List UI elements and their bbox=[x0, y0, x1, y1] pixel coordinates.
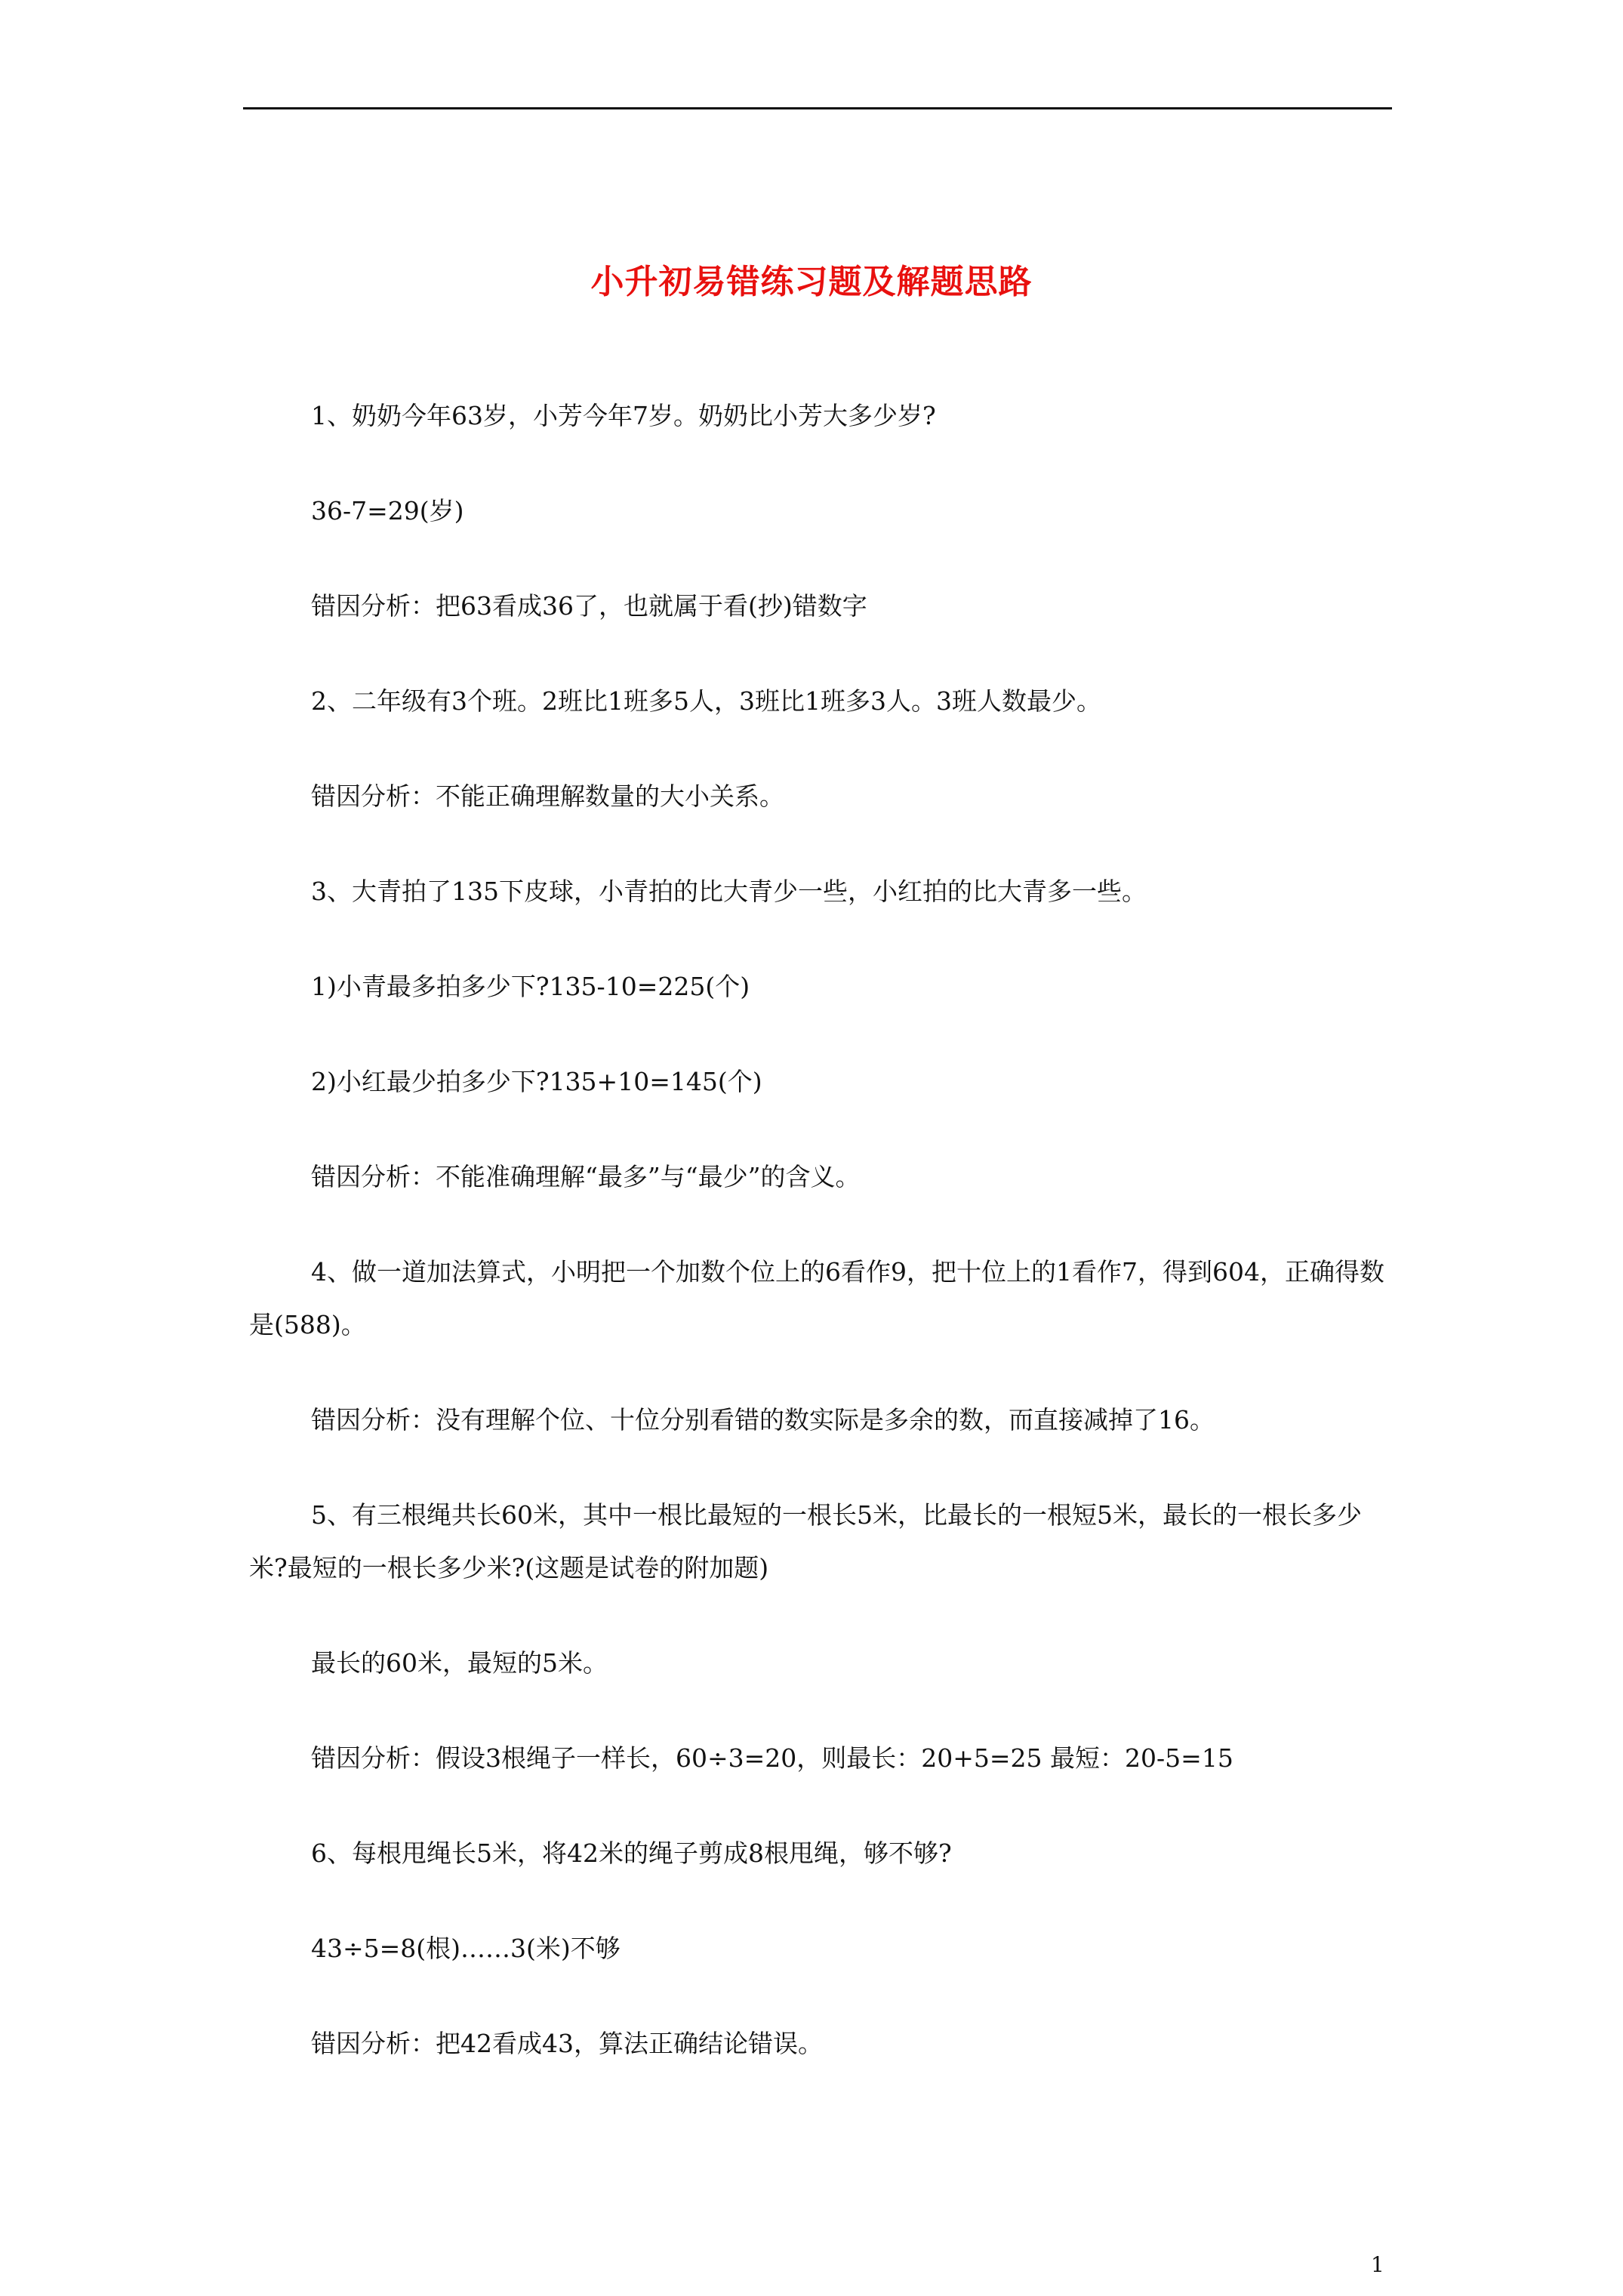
paragraph-q3-analysis: 错因分析：不能准确理解“最多”与“最少”的含义。 bbox=[311, 1162, 861, 1191]
paragraph-q3-part2: 2)小红最少拍多少下?135+10=145(个) bbox=[311, 1067, 762, 1096]
paragraph-q5-analysis: 错因分析：假设3根绳子一样长，60÷3=20，则最长：20+5=25 最短：20-5=15 bbox=[311, 1743, 1233, 1773]
paragraph-q3: 3、大青拍了135下皮球，小青拍的比大青少一些，小红拍的比大青多一些。 bbox=[311, 877, 1147, 906]
paragraph-q6-answer: 43÷5=8(根)……3(米)不够 bbox=[311, 1934, 621, 1963]
paragraph-q1-answer: 36-7=29(岁) bbox=[311, 496, 464, 525]
paragraph-q1: 1、奶奶今年63岁，小芳今年7岁。奶奶比小芳大多少岁? bbox=[311, 401, 936, 430]
header-rule bbox=[243, 107, 1392, 109]
document-title: 小升初易错练习题及解题思路 bbox=[590, 263, 1033, 301]
paragraph-q6: 6、每根甩绳长5米，将42米的绳子剪成8根甩绳，够不够? bbox=[311, 1838, 952, 1868]
paragraph-q6-analysis: 错因分析：把42看成43，算法正确结论错误。 bbox=[311, 2029, 823, 2058]
paragraph-q2-analysis: 错因分析：不能正确理解数量的大小关系。 bbox=[311, 781, 784, 811]
page-number: 1 bbox=[1371, 2252, 1384, 2277]
paragraph-q3-part1: 1)小青最多拍多少下?135-10=225(个) bbox=[311, 972, 750, 1001]
paragraph-q2: 2、二年级有3个班。2班比1班多5人，3班比1班多3人。3班人数最少。 bbox=[311, 686, 1101, 716]
paragraph-q4-analysis: 错因分析：没有理解个位、十位分别看错的数实际是多余的数，而直接减掉了16。 bbox=[311, 1405, 1215, 1435]
paragraph-q5: 5、有三根绳共长60米，其中一根比最短的一根长5米，比最长的一根短5米，最长的一根长多少米?最短的一根长多少米?(这题是试卷的附加题) bbox=[249, 1500, 1362, 1583]
paragraph-q1-analysis: 错因分析：把63看成36了，也就属于看(抄)错数字 bbox=[311, 591, 867, 621]
paragraph-q4: 4、做一道加法算式，小明把一个加数个位上的6看作9，把十位上的1看作7，得到604，正确得数是(588)。 bbox=[249, 1257, 1384, 1339]
paragraph-q5-answer: 最长的60米，最短的5米。 bbox=[311, 1648, 608, 1678]
